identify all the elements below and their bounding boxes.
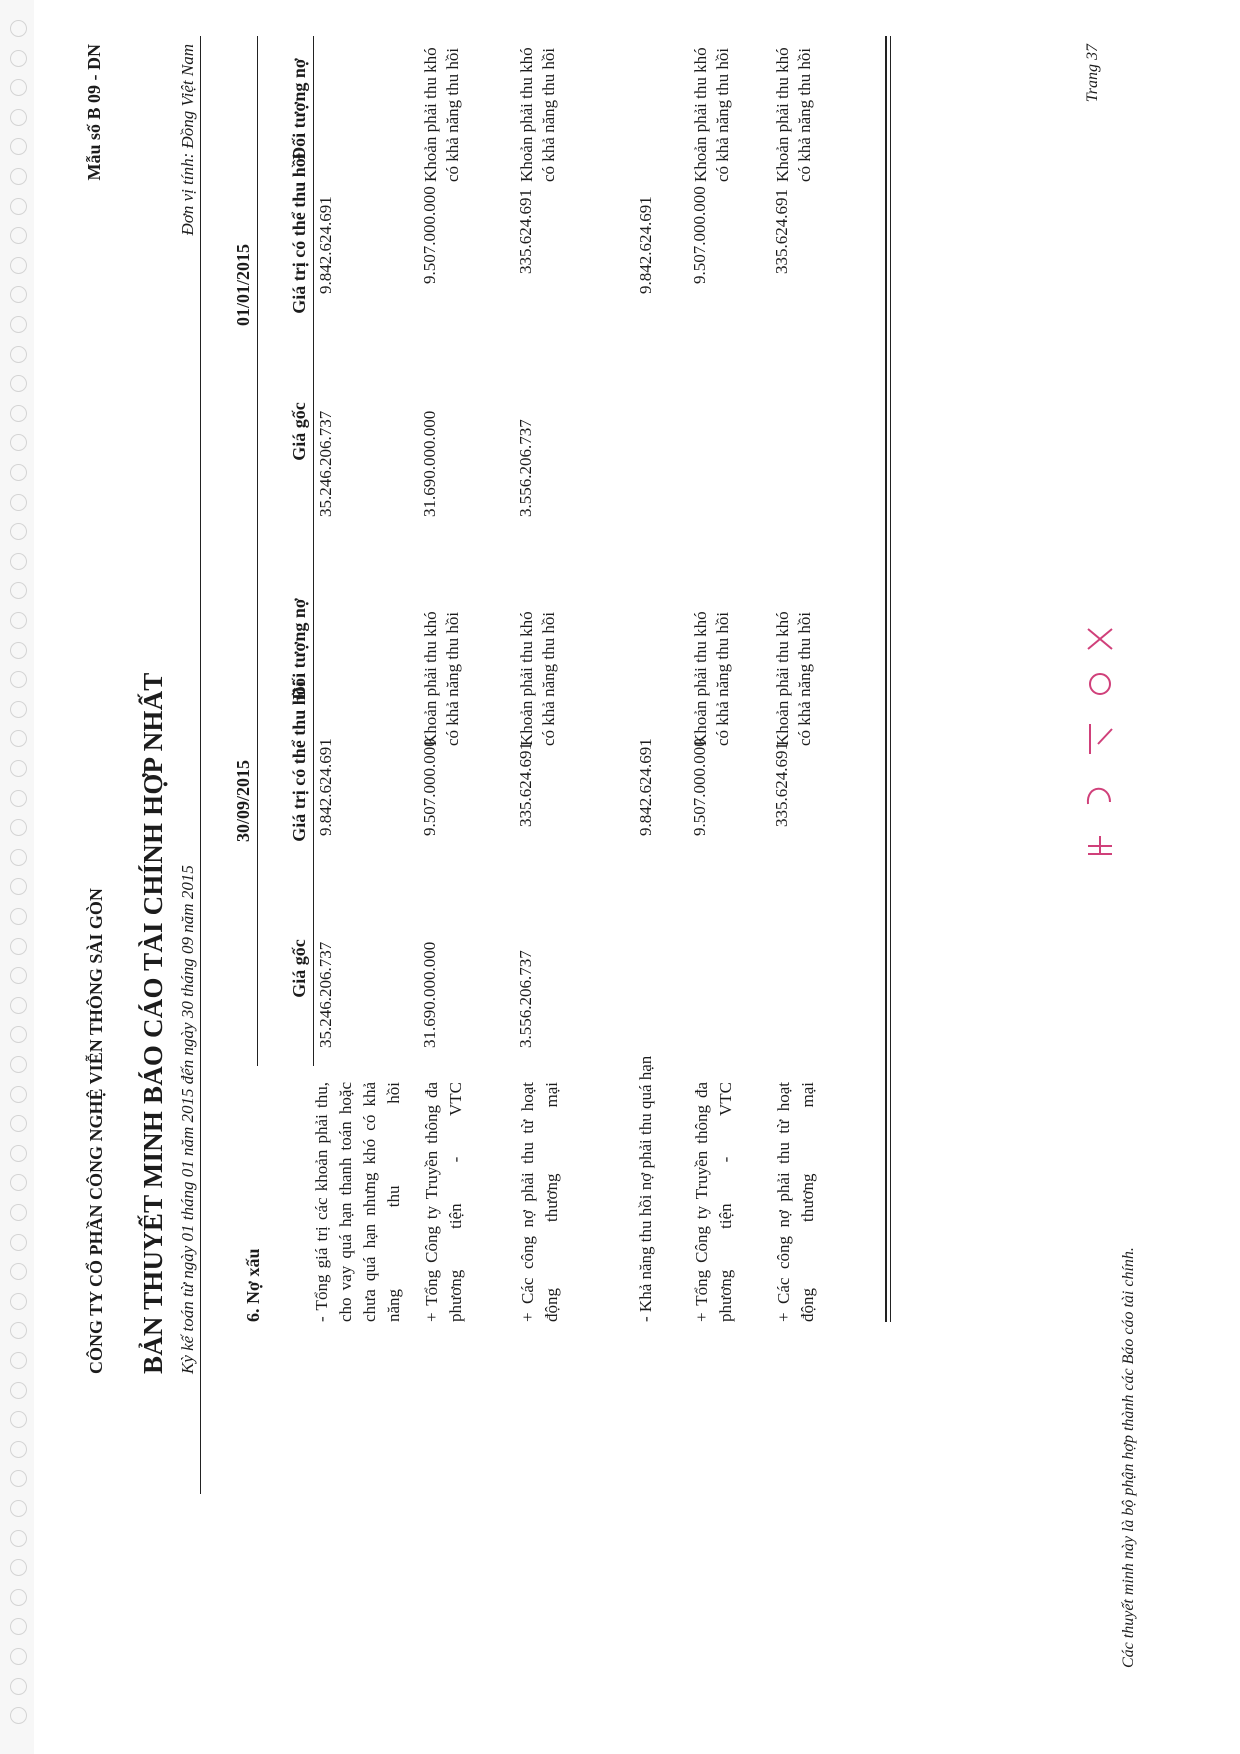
cell-recoverable-q3: 9.842.624.691 — [316, 738, 335, 836]
cell-recoverable-q3: 9.507.000.000 — [420, 738, 439, 836]
row-label: - Khả năng thu hồi nợ phải thu quá hạn — [636, 1055, 655, 1322]
cell-debtor-jan: Khoản phải thu khó có khả năng thu hồi — [773, 47, 814, 182]
col-header-recoverable-jan: Giá trị có thể thu hồi — [289, 153, 309, 314]
row-label: + Các công nợ phải thu từ hoạt động thương mại — [774, 1082, 817, 1322]
cell-recoverable-jan: 335.624.691 — [772, 189, 791, 274]
col-header-debtor-jan: Đối tượng nợ — [289, 58, 309, 160]
period-header-rule — [257, 36, 258, 1066]
cell-recoverable-q3: 335.624.691 — [516, 742, 535, 827]
row-label: + Tổng Công ty Truyền thông đa phương tiện - VTC — [422, 1082, 465, 1322]
col-header-debtor-q3: Đối tượng nợ — [289, 598, 309, 700]
cell-debtor-q3: Khoản phải thu khó có khả năng thu hồi — [691, 611, 732, 746]
cell-debtor-q3: Khoản phải thu khó có khả năng thu hồi — [773, 611, 814, 746]
row-label: + Tổng Công ty Truyền thông đa phương tiện - VTC — [692, 1082, 735, 1322]
report-title: BẢN THUYẾT MINH BÁO CÁO TÀI CHÍNH HỢP NHẤT — [138, 672, 168, 1374]
column-header-rule — [313, 36, 314, 1066]
col-header-cost-jan: Giá gốc — [289, 402, 309, 461]
col-header-recoverable-q3: Giá trị có thể thu hồi — [289, 681, 309, 842]
cell-recoverable-jan: 9.507.000.000 — [690, 186, 709, 284]
cell-debtor-q3: Khoản phải thu khó có khả năng thu hồi — [421, 611, 462, 746]
cell-debtor-q3: Khoản phải thu khó có khả năng thu hồi — [517, 611, 558, 746]
cell-cost-q3: 35.246.206.737 — [316, 941, 335, 1048]
report-period: Kỳ kế toán từ ngày 01 tháng 01 năm 2015 đến ngày 30 tháng 09 năm 2015 — [178, 865, 197, 1374]
cell-cost-jan: 31.690.000.000 — [420, 410, 439, 517]
header-rule — [200, 36, 201, 1494]
footer-note: Các thuyết minh này là bộ phận hợp thành các Báo cáo tài chính. — [1120, 1247, 1137, 1668]
cell-recoverable-jan: 9.507.000.000 — [420, 186, 439, 284]
period-header-q3: 30/09/2015 — [233, 760, 253, 843]
cell-cost-q3: 31.690.000.000 — [420, 941, 439, 1048]
cell-recoverable-jan: 9.842.624.691 — [636, 196, 655, 294]
cell-cost-jan: 3.556.206.737 — [516, 419, 535, 517]
cell-debtor-jan: Khoản phải thu khó có khả năng thu hồi — [421, 47, 462, 182]
cell-recoverable-jan: 9.842.624.691 — [316, 196, 335, 294]
row-label: - Tổng giá trị các khoản phải thu, cho vay quá hạn thanh toán hoặc chưa quá hạn nhưng khó có khả năng thu hồi — [312, 1082, 403, 1322]
currency-unit: Đơn vị tính: Đồng Việt Nam — [178, 44, 197, 236]
cell-cost-q3: 3.556.206.737 — [516, 950, 535, 1048]
period-header-jan: 01/01/2015 — [233, 244, 253, 327]
cell-recoverable-q3: 9.842.624.691 — [636, 738, 655, 836]
stamp-mark — [1080, 604, 1120, 864]
table-bottom-rule — [885, 36, 887, 1322]
col-header-cost-q3: Giá gốc — [289, 939, 309, 998]
cell-recoverable-jan: 335.624.691 — [516, 189, 535, 274]
company-name: CÔNG TY CỔ PHẦN CÔNG NGHỆ VIỄN THÔNG SÀI GÒN — [86, 888, 106, 1374]
cell-debtor-jan: Khoản phải thu khó có khả năng thu hồi — [691, 47, 732, 182]
form-code: Mẫu số B 09 - DN — [84, 44, 104, 181]
section-title: 6. Nợ xấu — [243, 1248, 263, 1322]
cell-debtor-jan: Khoản phải thu khó có khả năng thu hồi — [517, 47, 558, 182]
cell-recoverable-q3: 335.624.691 — [772, 742, 791, 827]
page-number: Trang 37 — [1084, 44, 1101, 103]
row-label: + Các công nợ phải thu từ hoạt động thương mại — [518, 1082, 561, 1322]
cell-recoverable-q3: 9.507.000.000 — [690, 738, 709, 836]
table-bottom-rule-inner — [890, 36, 891, 1322]
cell-cost-jan: 35.246.206.737 — [316, 410, 335, 517]
